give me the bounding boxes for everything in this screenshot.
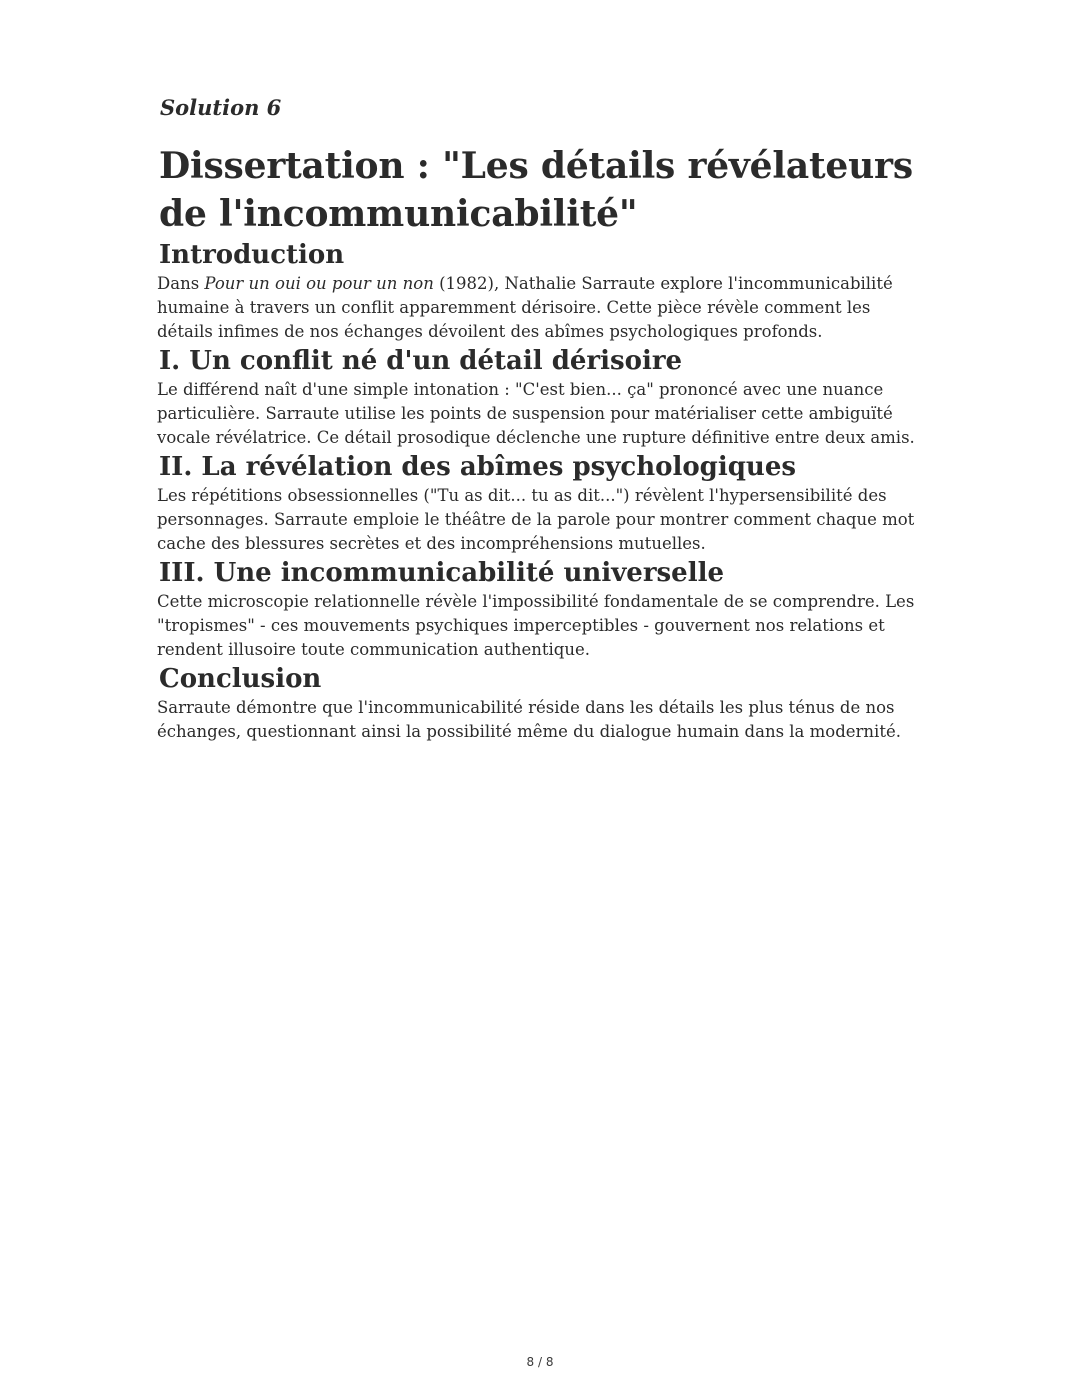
section-heading-part2: II. La révélation des abîmes psychologiques xyxy=(159,452,796,482)
section-text-conclusion: Sarraute démontre que l'incommunicabilité réside dans les détails les plus ténus de nos échanges, questionnant ainsi la possibilité même du dialogue humain dans la modernité. xyxy=(157,698,901,741)
intro-text-before: Dans xyxy=(157,274,205,293)
page-content xyxy=(157,92,927,744)
section-heading-part3: III. Une incommunicabilité universelle xyxy=(159,558,725,588)
section-text-part3: Cette microscopie relationnelle révèle l'impossibilité fondamentale de se comprendre. Les "tropismes" - ces mouvements psychiques imperceptibles - gouvernent nos relations et rendent illusoire toute communication authentique. xyxy=(157,592,915,659)
document-title: Dissertation : "Les détails révélateurs de l'incommunicabilité" xyxy=(159,145,913,235)
work-title: Pour un oui ou pour un non xyxy=(204,274,434,293)
section-heading-conclusion: Conclusion xyxy=(159,664,322,694)
section-text-part1: Le différend naît d'une simple intonation : "C'est bien... ça" prononcé avec une nuance particulière. Sarraute utilise les points de suspension pour matérialiser cette ambiguïté vocale révélatrice. Ce détail prosodique déclenche une rupture définitive entre deux amis. xyxy=(157,380,915,447)
section-heading-introduction: Introduction xyxy=(159,240,345,270)
page-number: 8 / 8 xyxy=(526,1355,554,1369)
section-text-part2: Les répétitions obsessionnelles ("Tu as dit... tu as dit...") révèlent l'hypersensibilité des personnages. Sarraute emploie le théâtre de la parole pour montrer comment chaque mot cache des blessures secrètes et des incompréhensions mutuelles. xyxy=(157,486,915,553)
section-heading-part1: I. Un conflit né d'un détail dérisoire xyxy=(159,346,683,376)
section-text-introduction xyxy=(157,272,927,344)
solution-label: Solution 6 xyxy=(160,95,282,120)
intro-text-after: (1982), Nathalie Sarraute explore l'incommunicabilité humaine à travers un conflit apparemment dérisoire. Cette pièce révèle comment les détails infimes de nos échanges dévoilent des abîmes psychologiques profonds. xyxy=(157,274,893,341)
